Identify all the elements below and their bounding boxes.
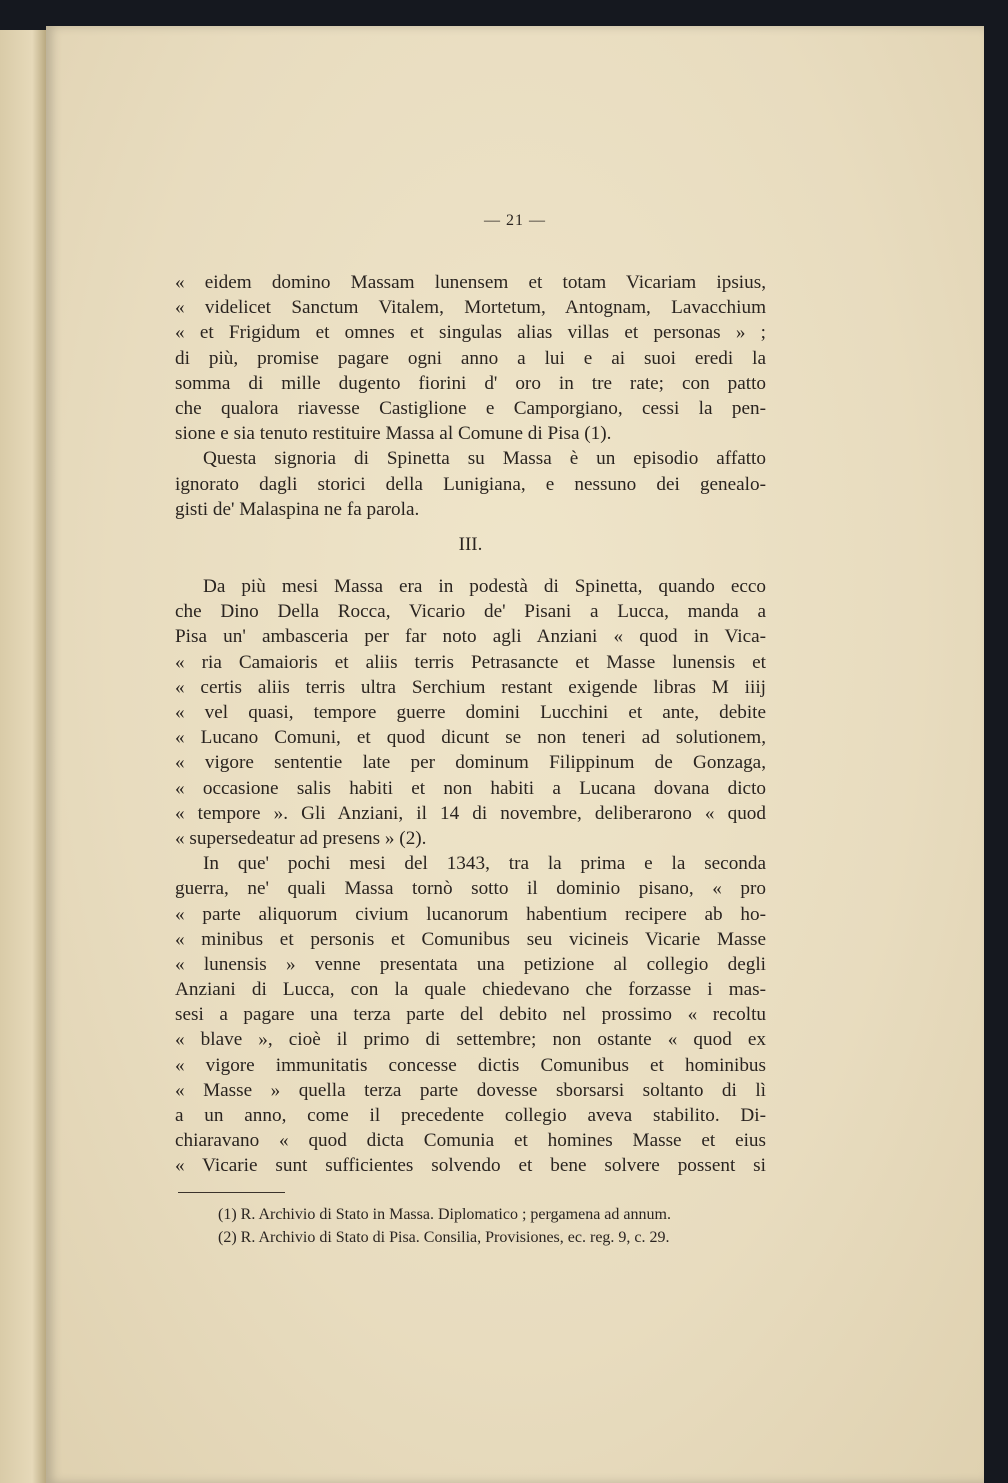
text-line: « certis aliis terris ultra Serchium restant exigende libras M iiij <box>175 676 766 698</box>
text-line: « vel quasi, tempore guerre domini Lucchini et ante, debite <box>175 702 766 723</box>
book-page <box>46 26 984 1483</box>
text-line: Pisa un' ambasceria per far noto agli Anziani « quod in Vica- <box>175 626 766 648</box>
text-line: Anziani di Lucca, con la quale chiedevano che forzasse i mas- <box>175 979 766 1001</box>
text-before-heading <box>175 270 766 522</box>
text-after-heading <box>175 574 766 1179</box>
footnote: (1) R. Archivio di Stato in Massa. Diplomatico ; pergamena ad annum. <box>218 1206 671 1223</box>
text-line: In que' pochi mesi del 1343, tra la prima e la seconda <box>203 853 766 875</box>
text-line: « Vicarie sunt sufficientes solvendo et bene solvere possent si <box>175 1155 766 1177</box>
paragraph <box>175 851 766 1178</box>
previous-page-edge <box>0 30 46 1483</box>
text-line: « lunensis » venne presentata una petizione al collegio degli <box>175 953 766 975</box>
paragraph <box>175 446 766 522</box>
text-line: « vigore immunitatis concesse dictis Comunibus et hominibus <box>175 1054 766 1076</box>
paragraph <box>175 270 766 446</box>
footnote-divider <box>178 1192 285 1193</box>
text-line: « minibus et personis et Comunibus seu vicineis Vicarie Masse <box>175 928 766 950</box>
text-line: « occasione salis habiti et non habiti a Lucana dovana dicto <box>175 777 766 799</box>
text-line: guerra, ne' quali Massa tornò sotto il dominio pisano, « pro <box>175 878 766 900</box>
text-line: « videlicet Sanctum Vitalem, Mortetum, Antognam, Lavacchium <box>175 297 766 319</box>
text-line: ignorato dagli storici della Lunigiana, e nessuno dei genealo- <box>175 473 766 495</box>
text-line: « vigore sententie late per dominum Filippinum de Gonzaga, <box>175 752 766 774</box>
text-line: « tempore ». Gli Anziani, il 14 di novembre, deliberarono « quod <box>175 802 766 824</box>
text-line: che qualora riavesse Castiglione e Camporgiano, cessi la pen- <box>175 397 766 419</box>
footnotes <box>218 1203 778 1249</box>
footnote: (2) R. Archivio di Stato di Pisa. Consilia, Provisiones, ec. reg. 9, c. 29. <box>218 1229 670 1246</box>
text-line: « supersedeatur ad presens » (2). <box>175 827 427 849</box>
text-line: gisti de' Malaspina ne fa parola. <box>175 498 420 520</box>
text-line: « eidem domino Massam lunensem et totam Vicariam ipsius, <box>175 272 766 293</box>
section-heading: III. <box>458 533 483 555</box>
text-line: sione e sia tenuto restituire Massa al Comune di Pisa (1). <box>175 423 612 445</box>
text-line: a un anno, come il precedente collegio aveva stabilito. Di- <box>175 1105 766 1126</box>
paragraph <box>175 574 766 851</box>
text-line: « parte aliquorum civium lucanorum habentium recipere ab ho- <box>175 903 766 925</box>
text-line: « et Frigidum et omnes et singulas alias villas et personas » ; <box>175 322 766 344</box>
text-line: di più, promise pagare ogni anno a lui e ai suoi eredi la <box>175 347 766 369</box>
text-line: Questa signoria di Spinetta su Massa è un episodio affatto <box>203 448 766 470</box>
text-line: « ria Camaioris et aliis terris Petrasancte et Masse lunensis et <box>175 651 766 673</box>
text-line: Da più mesi Massa era in podestà di Spinetta, quando ecco <box>203 576 766 598</box>
page-number: — 21 — <box>484 212 546 229</box>
text-line: sesi a pagare una terza parte del debito nel prossimo « recoltu <box>175 1004 766 1026</box>
text-line: « Masse » quella terza parte dovesse sborsarsi soltanto di lì <box>175 1079 766 1101</box>
text-line: chiaravano « quod dicta Comunia et homines Masse et eius <box>175 1130 766 1152</box>
text-line: « Lucano Comuni, et quod dicunt se non teneri ad solutionem, <box>175 727 766 749</box>
text-line: somma di mille dugento fiorini d' oro in tre rate; con patto <box>175 372 766 394</box>
text-line: « blave », cioè il primo di settembre; non ostante « quod ex <box>175 1029 766 1051</box>
text-line: che Dino Della Rocca, Vicario de' Pisani a Lucca, manda a <box>175 601 766 623</box>
main-text <box>175 270 766 1179</box>
